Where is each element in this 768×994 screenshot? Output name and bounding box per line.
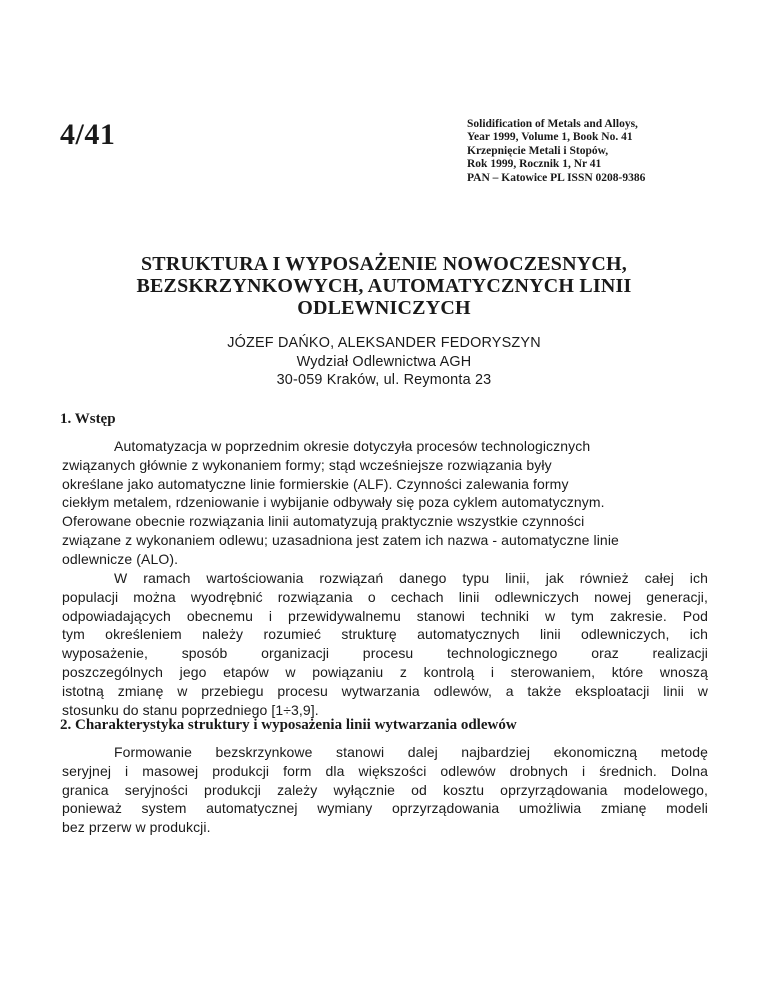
text-line: wyposażenie, sposób organizacji procesu technologicznego oraz realizacji (62, 645, 708, 662)
text-line: granica seryjności produkcji zależy wyłącznie od kosztu oprzyrządowania modelowego, (62, 781, 708, 798)
paragraph (62, 569, 708, 719)
journal-info (467, 118, 747, 185)
paper-title (60, 253, 708, 319)
author-affiliation: Wydział Odlewnictwa AGH (296, 353, 472, 370)
text-line: ponieważ system automatycznej wymiany oprzyrządowania umożliwia zmianę modeli (62, 800, 708, 817)
text-line: odlewnicze (ALO). (62, 550, 179, 567)
journal-line: PAN – Katowice PL ISSN 0208-9386 (467, 171, 646, 184)
journal-line: Solidification of Metals and Alloys, (467, 118, 638, 130)
authors-block (60, 334, 708, 390)
text-line: bez przerw w produkcji. (62, 819, 211, 836)
text-line: związane z wykonaniem odlewu; uzasadniona jest zatem ich nazwa - automatyczne linie (62, 531, 619, 548)
text-line: populacji można wyodrębnić rozwiązania o cechach linii odlewniczych nowej generacji, (62, 588, 708, 605)
text-line: tym określeniem należy rozumieć strukturę automatycznych linii odlewniczych, ich (62, 626, 708, 643)
page-number: 4/41 (60, 118, 116, 151)
author-address: 30-059 Kraków, ul. Reymonta 23 (276, 372, 492, 388)
paragraph (62, 743, 708, 837)
journal-line: Year 1999, Volume 1, Book No. 41 (467, 131, 633, 144)
section-heading-characteristics: 2. Charakterystyka struktury i wyposażenia linii wytwarzania odlewów (60, 717, 517, 733)
title-line: ODLEWNICZYCH (297, 297, 471, 319)
section-heading-introduction: 1. Wstęp (60, 411, 116, 427)
text-line: ciekłym metalem, rdzeniowanie i wybijanie odbywały się poza cyklem automatycznym. (62, 494, 605, 511)
journal-line: Rok 1999, Rocznik 1, Nr 41 (467, 158, 602, 171)
text-line: Oferowane obecnie rozwiązania linii automatyzują praktycznie wszystkie czynności (62, 513, 585, 530)
text-line: Automatyzacja w poprzednim okresie dotyczyła procesów technologicznych (114, 438, 591, 454)
title-line: STRUKTURA I WYPOSAŻENIE NOWOCZESNYCH, (140, 253, 627, 275)
paragraph (62, 437, 708, 569)
text-line: poszczególnych jego etapów w powiązaniu z kontrolą i sterowaniem, które wnoszą (62, 663, 708, 680)
title-line: BEZSKRZYNKOWYCH, AUTOMATYCZNYCH LINII (136, 275, 632, 297)
journal-line: Krzepnięcie Metali i Stopów, (467, 144, 609, 157)
text-line: określane jako automatyczne linie formierskie (ALF). Czynności zalewania formy (62, 475, 569, 492)
text-line: stosunku do stanu poprzedniego [1÷3,9]. (62, 701, 319, 718)
text-line: seryjnej i masowej produkcji form dla większości odlewów drobnych i średnich. Dolna (62, 762, 708, 779)
text-line: Formowanie bezskrzynkowe stanowi dalej najbardziej ekonomiczną metodę (114, 744, 708, 760)
author-names: JÓZEF DAŃKO, ALEKSANDER FEDORYSZYN (227, 335, 541, 351)
text-line: odpowiadających obecnemu i przewidywalnemu stanowi techniki w tym zakresie. Pod (62, 607, 708, 624)
text-line: związanych głównie z wykonaniem formy; stąd wcześniejsze rozwiązania były (62, 456, 552, 473)
text-line: W ramach wartościowania rozwiązań danego typu linii, jak również całej ich (114, 570, 708, 586)
text-line: istotną zmianę w przebiegu procesu wytwarzania odlewów, a także eksploatacji linii w (62, 682, 708, 699)
